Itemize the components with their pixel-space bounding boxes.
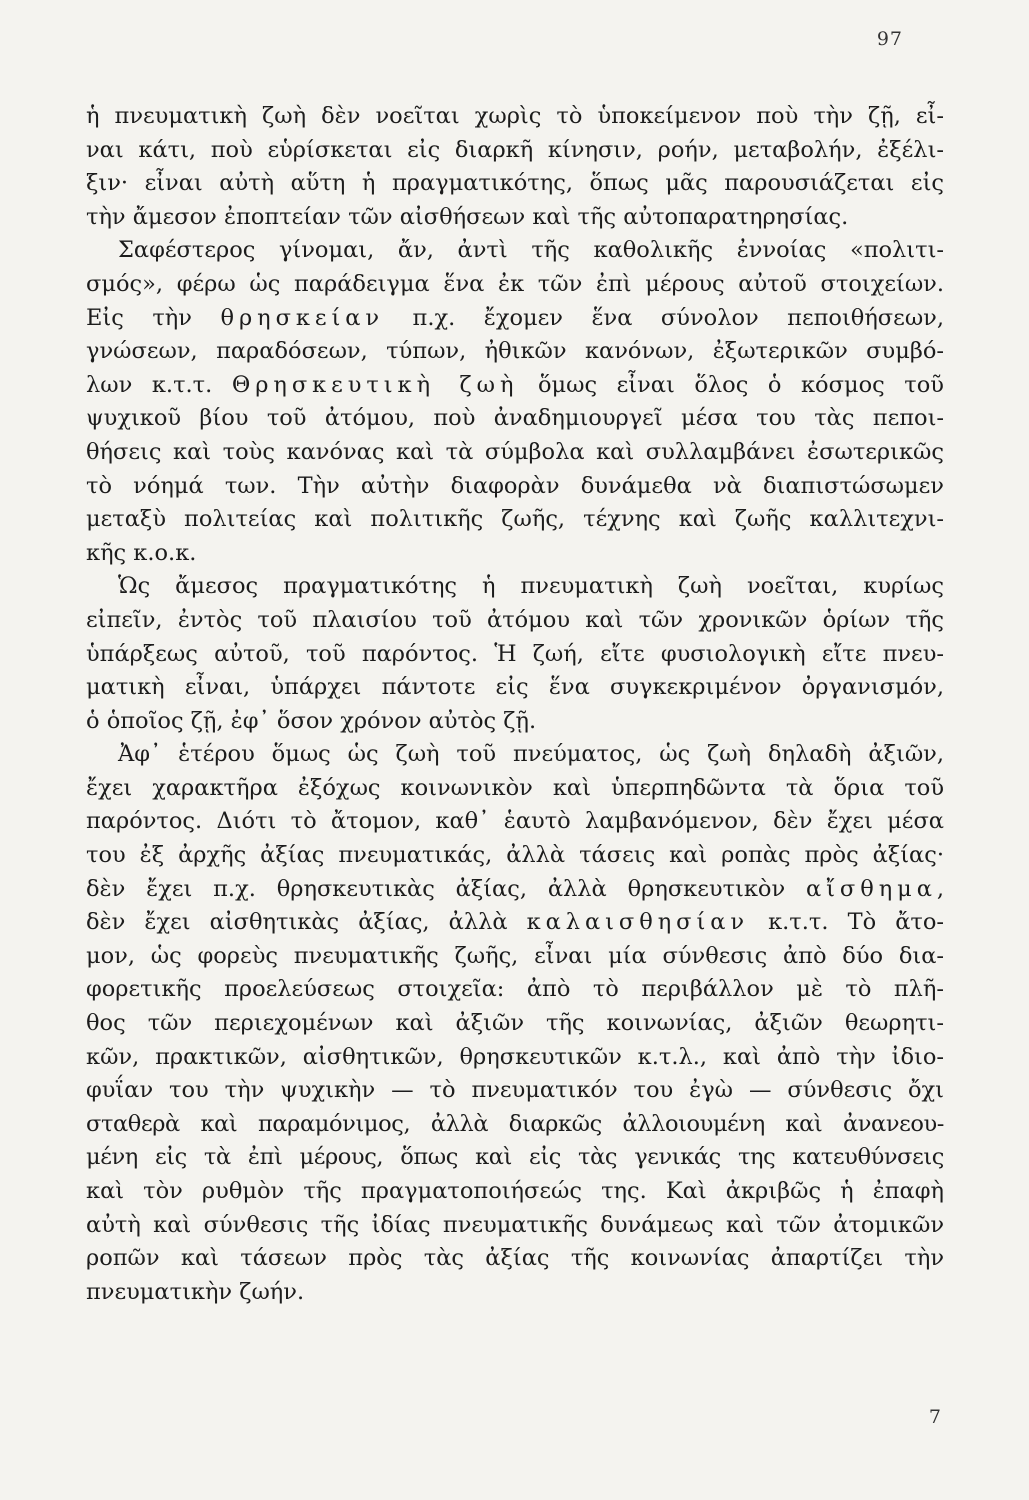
text-line: μον, ὡς φορεὺς πνευματικῆς ζωῆς, εἶναι μία σύνθεσις ἀπὸ δύο δια- xyxy=(86,942,944,969)
text-line: τὴν ἄμεσον ἐποπτείαν τῶν αἰσθήσεων καὶ τῆς αὐτοπαρατηρησίας. xyxy=(86,203,849,230)
text-line xyxy=(86,369,944,403)
text-line: γνώσεων, παραδόσεων, τύπων, ἠθικῶν κανόνων, ἐξωτερικῶν συμβό- xyxy=(86,338,944,365)
text-line: κῆς κ.ο.κ. xyxy=(86,539,197,566)
text-segment: Εἰς τὴν xyxy=(86,304,221,331)
signature-mark: 7 xyxy=(928,1406,941,1428)
text-line: θος τῶν περιεχομένων καὶ ἀξιῶν τῆς κοινωνίας, ἀξιῶν θεωρητι- xyxy=(86,1010,944,1037)
text-line: παρόντος. Διότι τὸ ἄτομον, καθ᾽ ἑαυτὸ λαμβανόμενον, δὲν ἔχει μέσα xyxy=(86,808,944,835)
text-line: σμός», φέρω ὡς παράδειγμα ἕνα ἐκ τῶν ἐπὶ μέρους αὐτοῦ στοιχείων. xyxy=(86,270,944,297)
text-line: ὑπάρξεως αὐτοῦ, τοῦ παρόντος. Ἡ ζωή, εἴτε φυσιολογικὴ εἴτε πνευ- xyxy=(86,640,944,667)
text-line: εἰπεῖν, ἐντὸς τοῦ πλαισίου τοῦ ἀτόμου καὶ τῶν χρονικῶν ὁρίων τῆς xyxy=(86,606,944,633)
spaced-emphasis: θρησκείαν xyxy=(220,304,385,331)
text-segment: δὲν ἔχει αἰσθητικὰς ἀξίας, ἀλλὰ xyxy=(86,909,527,936)
text-line: ἡ πνευματικὴ ζωὴ δὲν νοεῖται χωρὶς τὸ ὑποκείμενον ποὺ τὴν ζῇ, εἶ- xyxy=(86,103,944,129)
text-line: ἔχει χαρακτῆρα ἐξόχως κοινωνικὸν καὶ ὑπερπηδῶντα τὰ ὅρια τοῦ xyxy=(86,774,944,801)
text-line: τὸ νόημά των. Τὴν αὐτὴν διαφορὰν δυνάμεθα νὰ διαπιστώσωμεν xyxy=(86,472,944,499)
text-line: κῶν, πρακτικῶν, αἰσθητικῶν, θρησκευτικῶν κ.τ.λ., καὶ ἀπὸ τὴν ἰδιο- xyxy=(86,1043,944,1070)
text-line xyxy=(86,873,944,907)
text-line: θήσεις καὶ τοὺς κανόνας καὶ τὰ σύμβολα καὶ συλλαμβάνει ἐσωτερικῶς xyxy=(86,438,944,465)
text-line: ψυχικοῦ βίου τοῦ ἀτόμου, ποὺ ἀναδημιουργεῖ μέσα του τὰς πεποι- xyxy=(86,405,944,432)
text-line: ναι κάτι, ποὺ εὑρίσκεται εἰς διαρκῆ κίνησιν, ροήν, μεταβολήν, ἐξέλι- xyxy=(86,136,944,163)
text-line: πνευματικὴν ζωήν. xyxy=(86,1278,305,1305)
text-line xyxy=(86,906,944,940)
text-segment: , xyxy=(936,875,944,902)
spaced-emphasis: Θρησκευτικὴ ζωὴ xyxy=(231,371,519,398)
text-line: αὐτὴ καὶ σύνθεσις τῆς ἰδίας πνευματικῆς δυνάμεως καὶ τῶν ἀτομικῶν xyxy=(86,1211,944,1238)
text-segment: ὅμως εἶναι ὅλος ὁ κόσμος τοῦ xyxy=(518,371,944,398)
text-line: ροπῶν καὶ τάσεων πρὸς τὰς ἀξίας τῆς κοινωνίας ἀπαρτίζει τὴν xyxy=(86,1245,944,1272)
text-line: μεταξὺ πολιτείας καὶ πολιτικῆς ζωῆς, τέχνης καὶ ζωῆς καλλιτεχνι- xyxy=(86,506,944,533)
text-line: Σαφέστερος γίνομαι, ἄν, ἀντὶ τῆς καθολικῆς ἐννοίας «πολιτι- xyxy=(118,237,944,264)
text-line: Ὡς ἄμεσος πραγματικότης ἡ πνευματικὴ ζωὴ νοεῖται, κυρίως xyxy=(118,573,944,600)
text-segment: λων κ.τ.τ. xyxy=(86,371,232,398)
text-line: ὁ ὁποῖος ζῇ, ἐφ᾽ ὅσον χρόνον αὐτὸς ζῇ. xyxy=(86,707,537,734)
text-line: καὶ τὸν ρυθμὸν τῆς πραγματοποιήσεώς της. Καὶ ἀκριβῶς ἡ ἐπαφὴ xyxy=(86,1178,944,1204)
body-text xyxy=(86,100,944,1309)
text-line: Ἀφ᾽ ἑτέρου ὅμως ὡς ζωὴ τοῦ πνεύματος, ὡς ζωὴ δηλαδὴ ἀξιῶν, xyxy=(118,741,944,768)
text-line: ξιν· εἶναι αὐτὴ αὕτη ἡ πραγματικότης, ὅπως μᾶς παρουσιάζεται εἰς xyxy=(86,170,944,197)
text-line: μένη εἰς τὰ ἐπὶ μέρους, ὅπως καὶ εἰς τὰς γενικάς της κατευθύνσεις xyxy=(86,1144,944,1171)
text-line: φυΐαν του τὴν ψυχικὴν — τὸ πνευματικόν του ἐγὼ — σύνθεσις ὄχι xyxy=(86,1077,944,1104)
text-line: φορετικῆς προελεύσεως στοιχεῖα: ἀπὸ τὸ περιβάλλον μὲ τὸ πλῆ- xyxy=(86,976,944,1003)
text-line xyxy=(86,302,944,336)
text-segment: π.χ. ἔχομεν ἕνα σύνολον πεποιθήσεων, xyxy=(384,304,944,331)
text-segment: κ.τ.τ. Τὸ ἄτο- xyxy=(749,909,944,936)
text-line: σταθερὰ καὶ παραμόνιμος, ἀλλὰ διαρκῶς ἀλλοιουμένη καὶ ἀνανεου- xyxy=(86,1110,944,1137)
text-segment: δὲν ἔχει π.χ. θρησκευτικὰς ἀξίας, ἀλλὰ θρησκευτικὸν xyxy=(86,875,806,902)
spaced-emphasis: καλαισθησίαν xyxy=(526,909,750,936)
spaced-emphasis: αἴσθημα xyxy=(805,875,937,902)
text-line: ματικὴ εἶναι, ὑπάρχει πάντοτε εἰς ἕνα συγκεκριμένον ὀργανισμόν, xyxy=(86,674,944,701)
page-number: 97 xyxy=(876,28,903,50)
text-line: του ἐξ ἀρχῆς ἀξίας πνευματικάς, ἀλλὰ τάσεις καὶ ροπὰς πρὸς ἀξίας· xyxy=(86,842,944,869)
